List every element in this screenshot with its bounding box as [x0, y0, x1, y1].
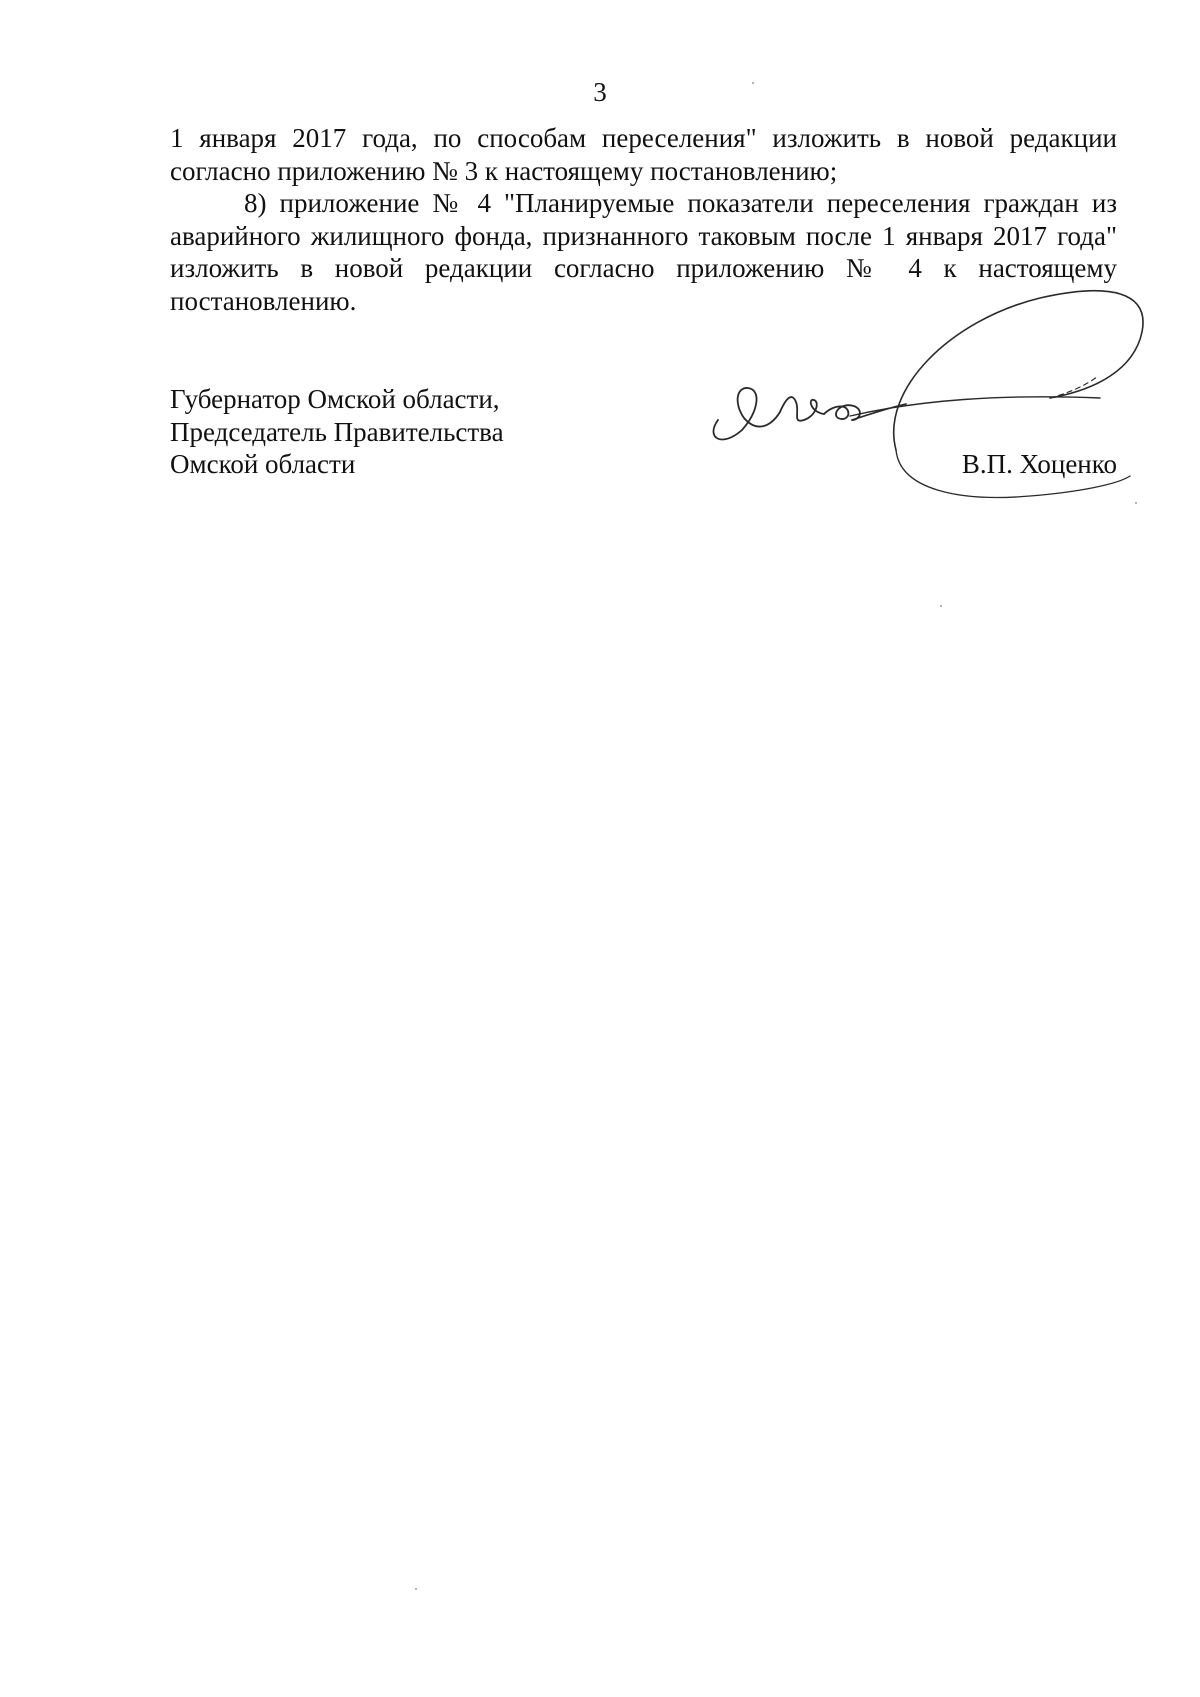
scan-speck — [415, 1588, 417, 1590]
signer-title-line: Губернатор Омской области, — [170, 384, 500, 414]
scan-speck — [1135, 502, 1137, 504]
paragraph-item-8: 8) приложение № 4 "Планируемые показатели переселения граждан из аварийного жилищного фонда, признанного таковым после 1 января 2017 года" изложить в новой редакции согласно приложению № 4 к настоящему постановлению. — [170, 188, 1117, 316]
body-text — [170, 122, 1117, 317]
signer-title-block — [170, 383, 670, 481]
scan-speck — [940, 605, 942, 607]
signer-title-line: Омской области — [170, 449, 356, 479]
scan-speck — [752, 82, 754, 84]
signer-name: В.П. Хоценко — [961, 449, 1117, 479]
paragraph-continuation: 1 января 2017 года, по способам переселения" изложить в новой редакции согласно приложению № 3 к настоящему постановлению; — [170, 123, 1117, 186]
signer-title-line: Председатель Правительства — [170, 416, 504, 447]
page-number: 3 — [593, 77, 607, 107]
